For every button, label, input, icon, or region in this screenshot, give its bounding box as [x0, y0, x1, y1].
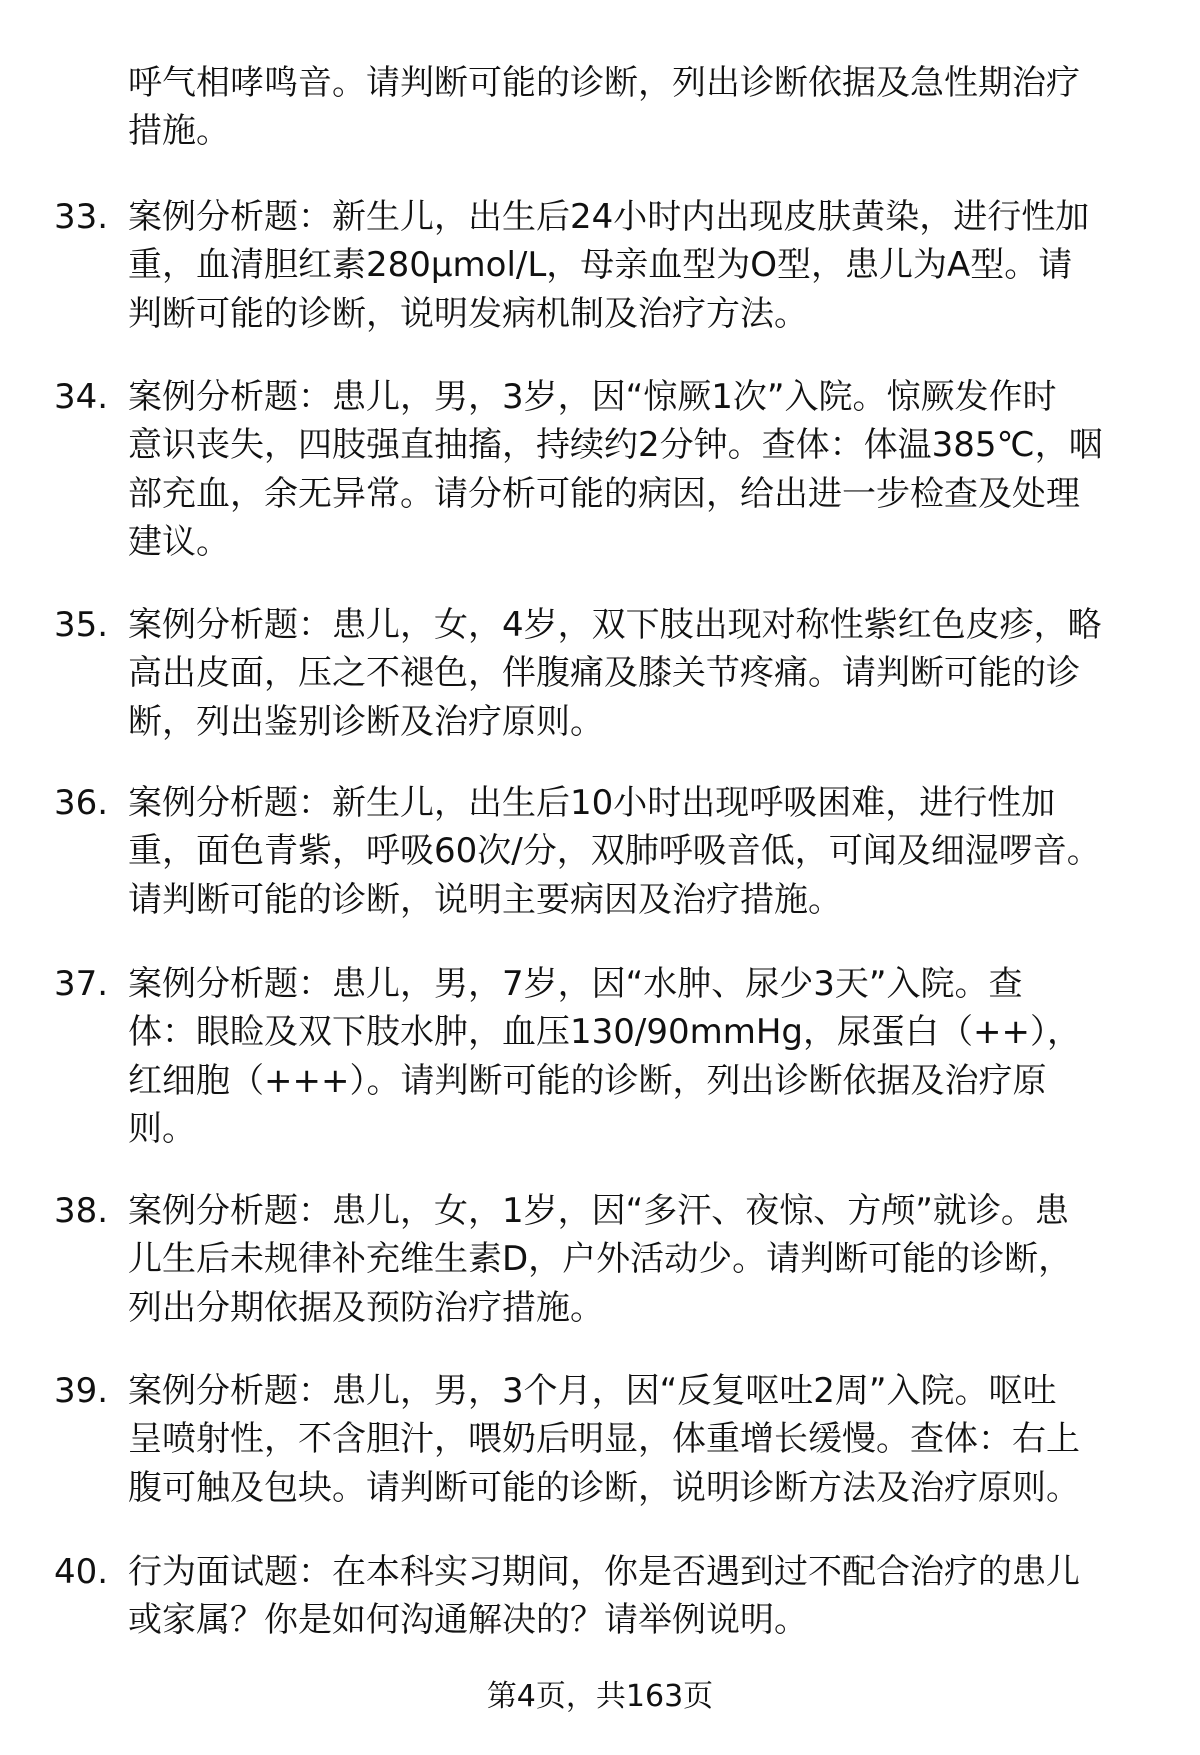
question-number: 37.	[54, 964, 109, 1004]
text-line: 措施。	[128, 111, 230, 152]
question-text-line: 案例分析题：新生儿，出生后10小时出现呼吸困难，进行性加	[128, 783, 1056, 823]
question-number: 38.	[54, 1191, 109, 1231]
question-text-line: 腹可触及包块。请判断可能的诊断，说明诊断方法及治疗原则。	[128, 1467, 1080, 1508]
question-text-line: 儿生后未规律补充维生素D，户外活动少。请判断可能的诊断，	[128, 1239, 1073, 1280]
question-text-line: 案例分析题：患儿，女，1岁，因“多汗、夜惊、方颅”就诊。患	[128, 1191, 1069, 1231]
page-number: 第4页，共163页	[486, 1679, 714, 1714]
question-text-line: 体：眼睑及双下肢水肿，血压130/90mmHg，尿蛋白（++），	[128, 1012, 1081, 1053]
question-text-line: 列出分期依据及预防治疗措施。	[128, 1287, 604, 1328]
question-text-line: 高出皮面，压之不褪色，伴腹痛及膝关节疼痛。请判断可能的诊	[128, 653, 1080, 694]
question-text-line: 重，面色青紫，呼吸60次/分，双肺呼吸音低，可闻及细湿啰音。	[128, 831, 1101, 872]
question-text-line: 案例分析题：新生儿，出生后24小时内出现皮肤黄染，进行性加	[128, 197, 1090, 237]
question-text-line: 呈喷射性，不含胆汁，喂奶后明显，体重增长缓慢。查体：右上	[128, 1419, 1080, 1460]
question-text-line: 案例分析题：患儿，男，3岁，因“惊厥1次”入院。惊厥发作时	[128, 377, 1057, 417]
question-text-line: 建议。	[128, 521, 230, 562]
question-number: 36.	[54, 783, 109, 823]
question-text-line: 重，血清胆红素280μmol/L，母亲血型为O型，患儿为A型。请	[128, 245, 1073, 286]
question-number: 35.	[54, 605, 109, 645]
question-text-line: 或家属？你是如何沟通解决的？请举例说明。	[128, 1600, 808, 1641]
question-number: 34.	[54, 377, 109, 417]
question-number: 33.	[54, 197, 109, 237]
text-line: 呼气相哮鸣音。请判断可能的诊断，列出诊断依据及急性期治疗	[128, 63, 1080, 103]
question-text-line: 行为面试题：在本科实习期间，你是否遇到过不配合治疗的患儿	[128, 1552, 1080, 1592]
question-number: 40.	[54, 1552, 109, 1592]
question-text-line: 请判断可能的诊断，说明主要病因及治疗措施。	[128, 879, 842, 920]
question-text-line: 意识丧失，四肢强直抽搐，持续约2分钟。查体：体温385℃，咽	[128, 425, 1103, 466]
question-text-line: 判断可能的诊断，说明发病机制及治疗方法。	[128, 293, 808, 334]
question-text-line: 则。	[128, 1108, 196, 1149]
question-text-line: 部充血，余无异常。请分析可能的病因，给出进一步检查及处理	[128, 473, 1080, 514]
question-number: 39.	[54, 1371, 109, 1411]
question-text-line: 案例分析题：患儿，男，3个月，因“反复呕吐2周”入院。呕吐	[128, 1371, 1057, 1411]
question-text-line: 案例分析题：患儿，男，7岁，因“水肿、尿少3天”入院。查	[128, 964, 1023, 1004]
question-text-line: 红细胞（+++）。请判断可能的诊断，列出诊断依据及治疗原	[128, 1060, 1047, 1101]
question-text-line: 断，列出鉴别诊断及治疗原则。	[128, 701, 604, 742]
question-text-line: 案例分析题：患儿，女，4岁，双下肢出现对称性紫红色皮疹，略	[128, 605, 1102, 645]
